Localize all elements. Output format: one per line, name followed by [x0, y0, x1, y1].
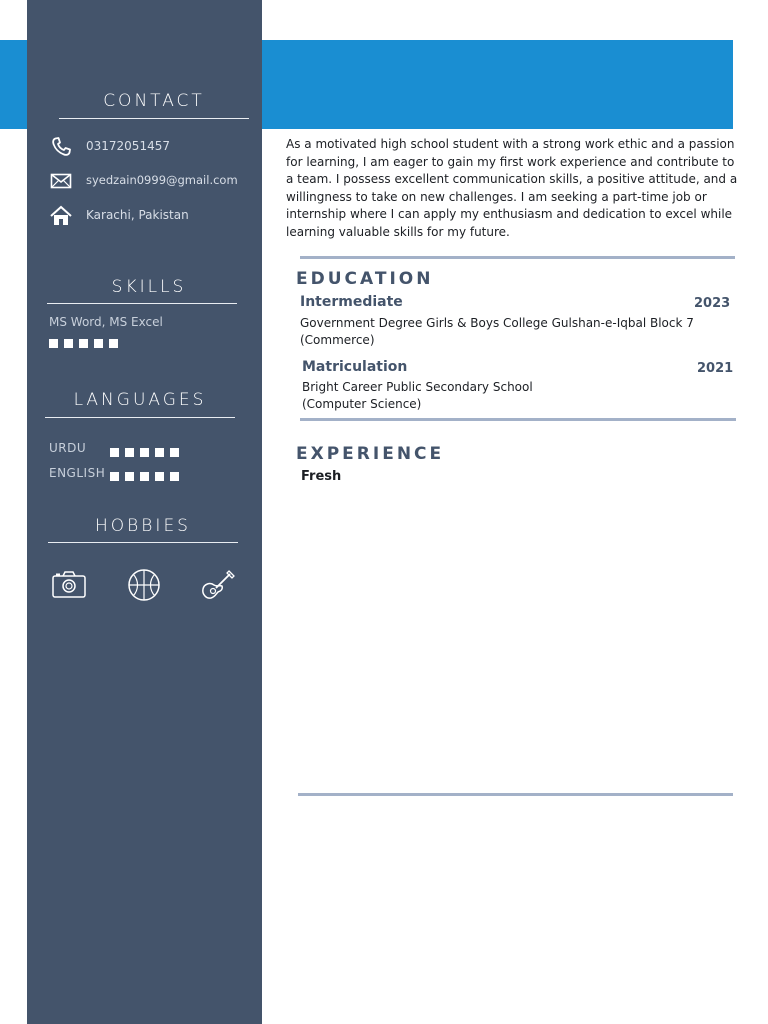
rating-square	[125, 448, 134, 457]
rating-square	[64, 339, 73, 348]
rating-square	[79, 339, 88, 348]
rating-square	[170, 448, 179, 457]
profile-summary: As a motivated high school student with a strong work ethic and a passion for learning, I am eager to gain my first work experience and contribute to a team. I possess excellent communication skills, a positive attitude, and a willingness to take on new challenges. I am seeking a part-time job or internship where I can apply my enthusiasm and dedication to excel while learning valuable skills for my future.	[286, 137, 738, 239]
language-name: URDU	[49, 441, 87, 455]
education-field: (Commerce)	[300, 333, 375, 347]
basketball-icon	[124, 565, 164, 605]
experience-bottom-divider	[298, 793, 733, 796]
education-degree: Matriculation	[302, 359, 408, 375]
contact-phone: 03172051457	[86, 139, 170, 153]
language-rating	[110, 442, 185, 461]
contact-location: Karachi, Pakistan	[86, 208, 189, 222]
language-name: ENGLISH	[49, 466, 106, 480]
rating-square	[49, 339, 58, 348]
rating-square	[170, 472, 179, 481]
skills-title: SKILLS	[111, 277, 187, 297]
education-top-divider	[300, 256, 735, 259]
education-field: (Computer Science)	[302, 397, 422, 411]
hobbies-title: HOBBIES	[95, 516, 191, 536]
rating-square	[125, 472, 134, 481]
education-school: Government Degree Girls & Boys College Gulshan-e-Iqbal Block 7	[300, 316, 694, 330]
education-degree: Intermediate	[300, 294, 403, 310]
email-icon	[49, 169, 73, 193]
experience-text: Fresh	[301, 469, 342, 484]
education-year: 2021	[697, 361, 734, 376]
skills-text: MS Word, MS Excel	[49, 315, 163, 329]
rating-square	[110, 472, 119, 481]
rating-square	[109, 339, 118, 348]
phone-icon	[49, 135, 73, 159]
education-school: Bright Career Public Secondary School	[302, 380, 533, 394]
education-title: EDUCATION	[296, 269, 434, 289]
camera-icon	[49, 565, 89, 605]
skills-rating	[49, 333, 124, 352]
rating-square	[94, 339, 103, 348]
language-rating	[110, 466, 185, 485]
hobbies-divider	[48, 542, 238, 543]
contact-title: CONTACT	[103, 91, 205, 111]
rating-square	[155, 448, 164, 457]
contact-divider	[59, 118, 249, 119]
education-year: 2023	[694, 296, 731, 311]
experience-title: EXPERIENCE	[296, 444, 445, 464]
languages-title: LANGUAGES	[73, 390, 207, 410]
guitar-icon	[198, 565, 238, 605]
rating-square	[155, 472, 164, 481]
languages-divider	[45, 417, 235, 418]
skills-divider	[47, 303, 237, 304]
rating-square	[140, 448, 149, 457]
rating-square	[140, 472, 149, 481]
education-bottom-divider	[300, 418, 736, 421]
rating-square	[110, 448, 119, 457]
home-icon	[49, 204, 73, 228]
contact-email: syedzain0999@gmail.com	[86, 173, 238, 187]
